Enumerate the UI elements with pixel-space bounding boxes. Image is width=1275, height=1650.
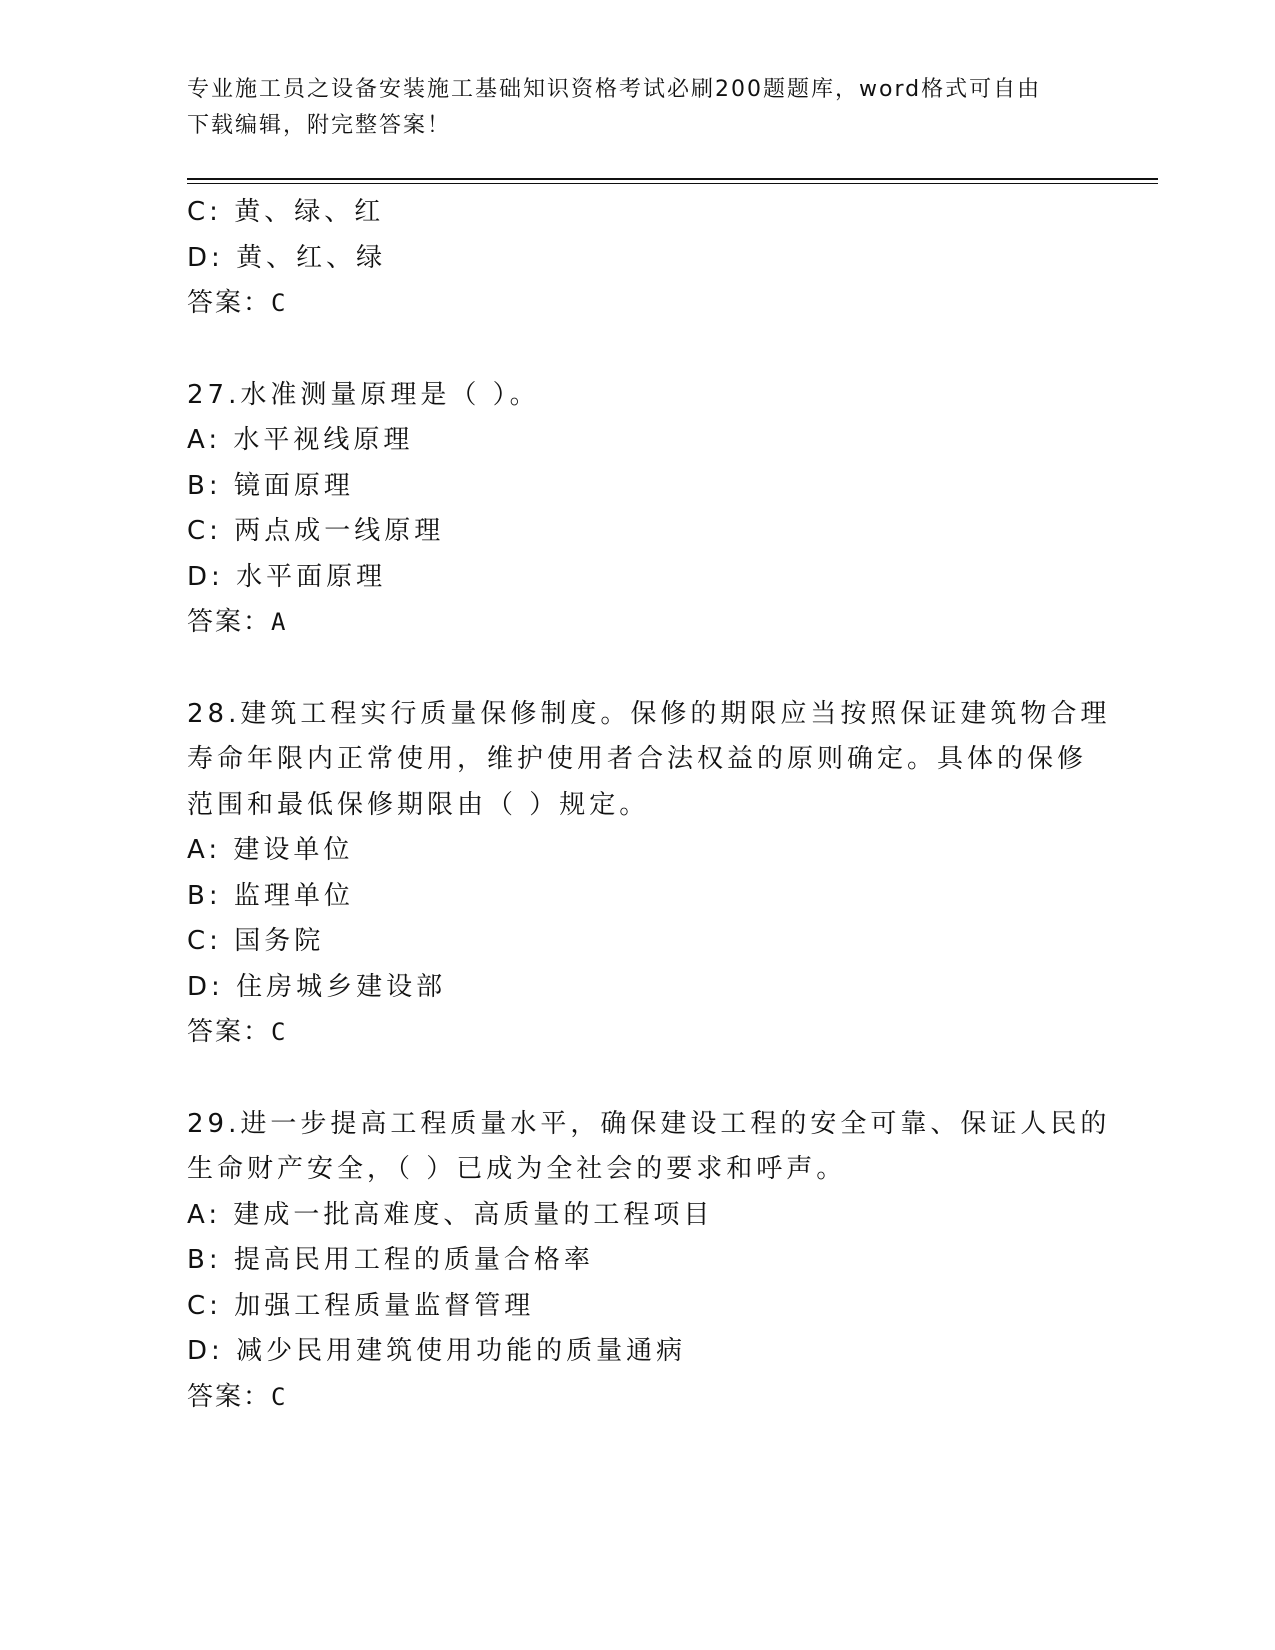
option-b: B: 监理单位 <box>187 880 354 911</box>
answer-value: A <box>271 608 290 636</box>
option-a: A: 建设单位 <box>187 835 354 865</box>
question-28 <box>187 692 1111 1056</box>
answer-label: 答案： <box>187 607 272 637</box>
option-c: C: 加强工程质量监督管理 <box>187 1290 535 1321</box>
option-a: A: 建成一批高难度、高质量的工程项目 <box>187 1199 714 1230</box>
question-29 <box>187 1102 1111 1421</box>
answer-line <box>187 1375 1087 1421</box>
option-d: D: 减少民用建筑使用功能的质量通病 <box>187 1336 687 1366</box>
option-c: C: 黄、绿、红 <box>187 197 385 227</box>
answer-line <box>187 600 1087 646</box>
answer-line <box>187 1010 1087 1056</box>
option-a: A: 水平视线原理 <box>187 425 414 455</box>
question-stem-line-2: 生命财产安全，（ ）已成为全社会的要求和呼声。 <box>187 1154 847 1184</box>
option-c: C: 两点成一线原理 <box>187 516 445 546</box>
continued-question <box>187 190 1087 327</box>
option-b: B: 提高民用工程的质量合格率 <box>187 1245 594 1275</box>
option-b: B: 镜面原理 <box>187 470 354 501</box>
question-27 <box>187 373 1087 646</box>
answer-label: 答案： <box>187 288 272 318</box>
header-rule-thick <box>187 178 1158 180</box>
question-stem: 27.水准测量原理是（ ）。 <box>187 379 540 410</box>
answer-value: C <box>271 1018 290 1046</box>
header-rule-thin <box>187 183 1158 184</box>
question-stem-line-1: 29.进一步提高工程质量水平，确保建设工程的安全可靠、保证人民的 <box>187 1108 1111 1139</box>
question-list <box>187 190 1111 1466</box>
question-stem-line-2: 寿命年限内正常使用，维护使用者合法权益的原则确定。具体的保修 <box>187 744 1088 774</box>
option-d: D: 住房城乡建设部 <box>187 971 447 1002</box>
answer-line <box>187 281 1087 327</box>
question-stem-line-3: 范围和最低保修期限由（ ）规定。 <box>187 789 650 820</box>
question-stem-line-1: 28.建筑工程实行质量保修制度。保修的期限应当按照保证建筑物合理 <box>187 698 1111 729</box>
header-line-2-text: 下载编辑，附完整答案！ <box>187 113 452 138</box>
option-c: C: 国务院 <box>187 926 325 956</box>
header-line-1-text: 专业施工员之设备安装施工基础知识资格考试必刷200题题库，word格式可自由 <box>187 77 1042 102</box>
answer-value: C <box>271 289 290 317</box>
option-d: D: 黄、红、绿 <box>187 242 387 273</box>
document-header <box>187 72 1067 144</box>
option-d: D: 水平面原理 <box>187 561 387 592</box>
answer-value: C <box>271 1382 290 1411</box>
answer-label: 答案： <box>187 1381 272 1412</box>
answer-label: 答案： <box>187 1017 272 1047</box>
